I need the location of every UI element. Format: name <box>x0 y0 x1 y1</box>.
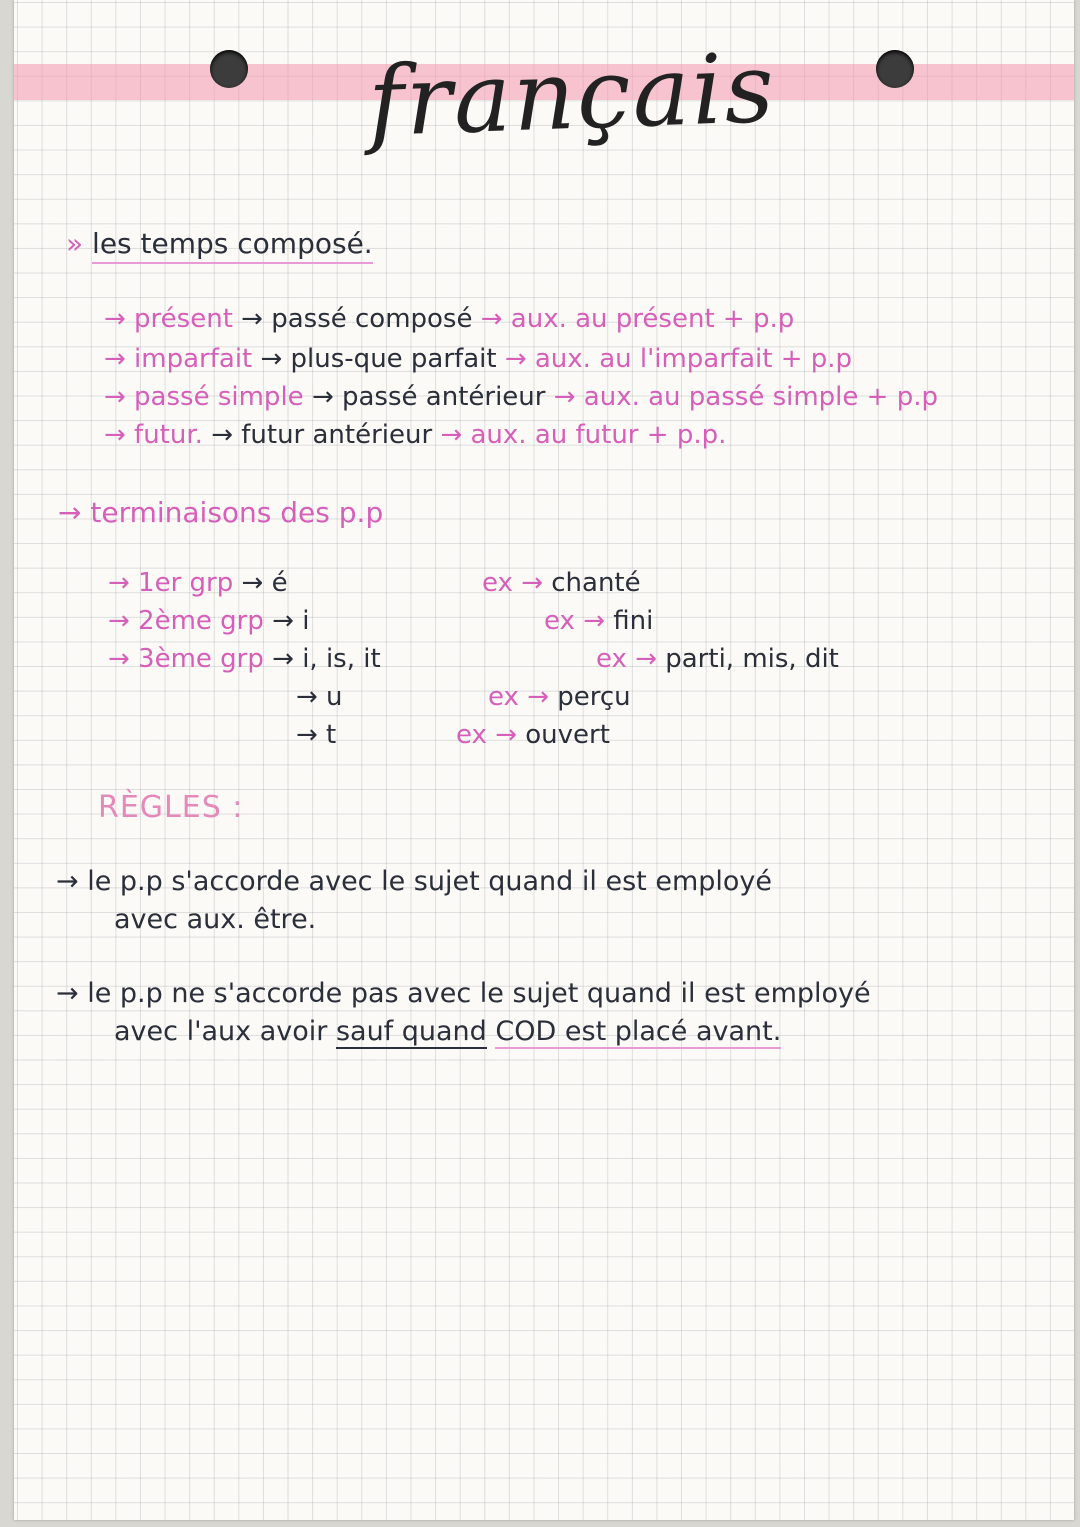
rule1-line1: → le p.p s'accorde avec le sujet quand il est employé <box>56 866 772 897</box>
section-heading-terminaisons: → terminaisons des p.p <box>58 496 384 529</box>
group-label: → 2ème grp <box>108 606 264 636</box>
tense-row <box>104 382 938 412</box>
example-marker: ex → <box>596 644 657 674</box>
rules-heading: RÈGLES : <box>98 790 244 825</box>
heading-text: les temps composé. <box>92 227 373 264</box>
example-marker: ex → <box>488 682 549 712</box>
rule2-text-c: COD est placé avant. <box>495 1016 782 1047</box>
example-marker: ex → <box>456 720 517 750</box>
compound-tense: → plus-que parfait <box>260 344 497 374</box>
example-row <box>488 682 631 712</box>
rule2-text-underlined: sauf quand <box>335 1016 487 1047</box>
compound-tense: → futur antérieur <box>211 420 433 450</box>
example-word: fini <box>613 606 654 636</box>
punch-hole-left <box>210 50 248 88</box>
group-ending: → i <box>272 606 310 636</box>
example-row <box>482 568 641 598</box>
simple-tense: → futur. <box>104 420 203 450</box>
group-label: → 3ème grp <box>108 644 264 674</box>
group-ending-extra: → t <box>296 720 337 750</box>
example-row <box>596 644 839 674</box>
rule1-line2: avec aux. être. <box>114 904 317 935</box>
heading-marker: » <box>66 227 84 260</box>
group-ending: → é <box>241 568 288 598</box>
tense-row <box>104 420 726 450</box>
rule2-line1: → le p.p ne s'accorde pas avec le sujet quand il est employé <box>56 978 871 1009</box>
section-heading-temps-composes <box>66 224 373 264</box>
group-row <box>108 644 381 674</box>
compound-tense: → passé composé <box>241 304 473 334</box>
formation-rule: → aux. au passé simple + p.p <box>553 382 938 412</box>
example-marker: ex → <box>482 568 543 598</box>
simple-tense: → imparfait <box>104 344 253 374</box>
simple-tense: → présent <box>104 304 233 334</box>
simple-tense: → passé simple <box>104 382 304 412</box>
example-marker: ex → <box>544 606 605 636</box>
punch-hole-right <box>876 50 914 88</box>
group-label: → 1er grp <box>108 568 234 598</box>
formation-rule: → aux. au présent + p.p <box>480 304 795 334</box>
group-row <box>108 568 288 598</box>
example-word: perçu <box>557 682 631 712</box>
tense-row <box>104 304 794 334</box>
compound-tense: → passé antérieur <box>311 382 546 412</box>
rule2-text-a: avec l'aux avoir <box>114 1016 328 1047</box>
group-ending: → i, is, it <box>272 644 381 674</box>
group-ending-extra: → u <box>296 682 343 712</box>
example-word: chanté <box>551 568 641 598</box>
page-title: français <box>366 31 778 159</box>
notebook-page <box>14 0 1074 1520</box>
formation-rule: → aux. au l'imparfait + p.p <box>504 344 853 374</box>
example-word: parti, mis, dit <box>665 644 839 674</box>
group-row <box>108 606 309 636</box>
tense-row <box>104 344 852 374</box>
example-word: ouvert <box>525 720 610 750</box>
example-row <box>456 720 610 750</box>
example-row <box>544 606 653 636</box>
rule2-line2 <box>114 1014 781 1050</box>
formation-rule: → aux. au futur + p.p. <box>440 420 727 450</box>
